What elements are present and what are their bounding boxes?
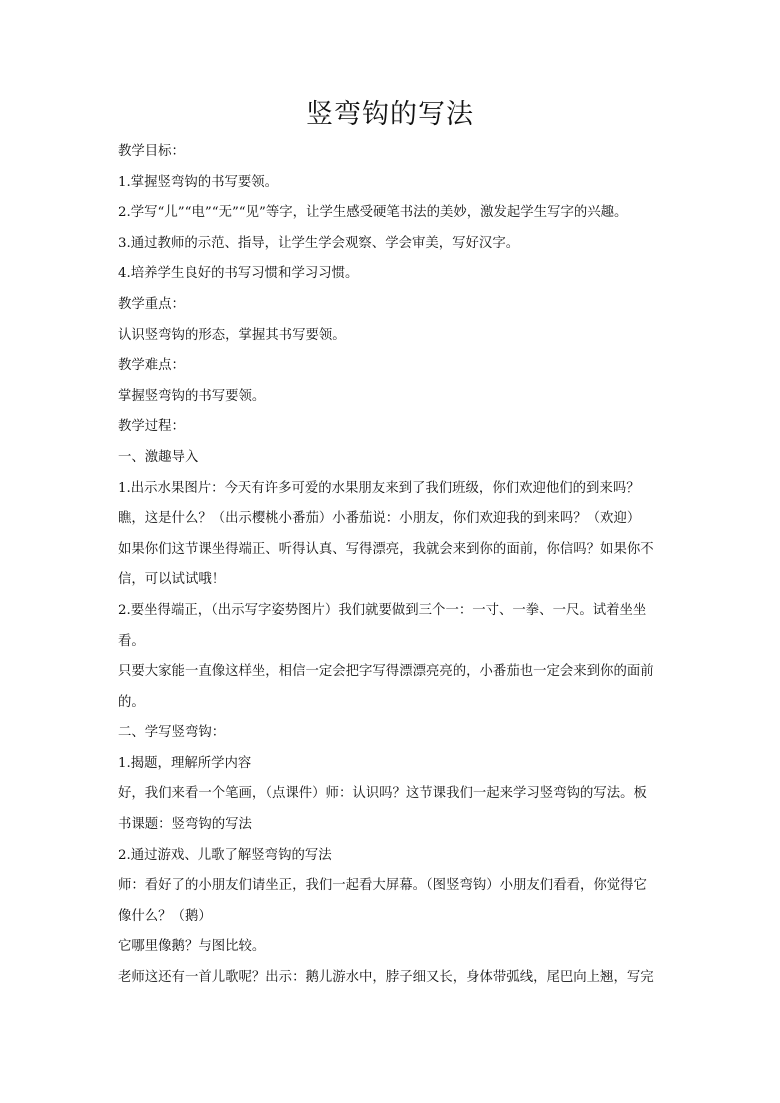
text-line: 信，可以试试哦！	[118, 572, 226, 588]
text-line: 3.通过教师的示范、指导，让学生学会观察、学会审美，写好汉字。	[118, 235, 520, 251]
text-line: 教学目标：	[118, 144, 185, 159]
text-line: 如果你们这节课坐得端正、听得认真、写得漂亮，我就会来到你的面前，你信吗？如果你不	[118, 541, 654, 557]
text-line: 2.要坐得端正，（出示写字姿势图片）我们就要做到三个一：一寸、一拳、一尺。试着坐坐	[118, 602, 647, 618]
text-line: 教学过程：	[118, 419, 185, 435]
text-line: 2.通过游戏、儿歌了解竖弯钩的写法	[118, 847, 332, 863]
text-line: 只要大家能一直像这样坐，相信一定会把字写得漂漂亮亮的，小番茄也一定会来到你的面前	[118, 664, 654, 680]
text-line: 4.培养学生良好的书写习惯和学习习惯。	[118, 266, 359, 282]
text-line: 好，我们来看一个笔画，（点课件）师：认识吗？这节课我们一起来学习竖弯钩的写法。板	[118, 786, 647, 802]
text-line: 认识竖弯钩的形态，掌握其书写要领。	[118, 327, 346, 343]
text-line: 的。	[118, 694, 145, 710]
text-line: 1.掌握竖弯钩的书写要领。	[118, 174, 279, 190]
text-line: 老师这还有一首儿歌呢？出示：鹅儿游水中，脖子细又长，身体带弧线，尾巴向上翘，写完	[118, 970, 654, 986]
text-line: 1.揭题，理解所学内容	[118, 755, 252, 771]
text-line: 教学重点：	[118, 296, 185, 312]
text-line: 二、学写竖弯钩：	[118, 725, 226, 741]
text-line: 瞧，这是什么？（出示樱桃小番茄）小番茄说：小朋友，你们欢迎我的到来吗？（欢迎）	[118, 511, 641, 527]
text-line: 像什么？（鹅）	[118, 908, 212, 924]
text-line: 它哪里像鹅？与图比较。	[118, 939, 266, 955]
text-line: 教学难点：	[118, 358, 185, 374]
text-line: 1.出示水果图片：今天有许多可爱的水果朋友来到了我们班级，你们欢迎他们的到来吗？	[118, 480, 640, 496]
text-line: 师：看好了的小朋友们请坐正，我们一起看大屏幕。（图竖弯钩）小朋友们看看，你觉得它	[118, 878, 647, 894]
text-line: 书课题：竖弯钩的写法	[118, 817, 252, 833]
text-line: 看。	[118, 633, 145, 649]
document-body	[118, 137, 663, 994]
text-line: 掌握竖弯钩的书写要领。	[118, 388, 266, 404]
text-line: 一、激趣导入	[118, 449, 199, 465]
document-title: 竖弯钩的写法	[306, 99, 474, 130]
text-line: 2.学写“儿”“电”“无”“见”等字，让学生感受硬笔书法的美妙，激发起学生写字的兴趣。	[118, 205, 628, 221]
